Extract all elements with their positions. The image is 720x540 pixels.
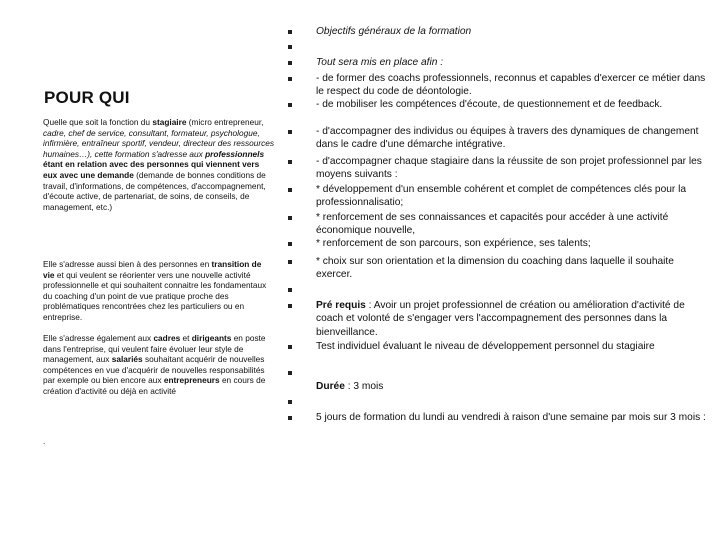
objective-item bbox=[316, 237, 711, 250]
text-run: : 3 mois bbox=[344, 381, 384, 392]
text-run: et qui veulent se réorienter vers une nouvelle activité professionnelle et qui souhaitent connaitre les fondamentaux du coaching d'un point de vue pratique proche des problématiques rencontrées chez les particuliers ou en entreprise. bbox=[43, 269, 267, 322]
bullet-icon bbox=[288, 61, 292, 65]
text-run: Durée bbox=[316, 381, 345, 392]
objective-item bbox=[316, 183, 711, 210]
objective-item bbox=[316, 125, 711, 152]
text-run: Objectifs généraux de la formation bbox=[316, 26, 472, 37]
text-run: * renforcement de ses connaissances et capacités pour accéder à une activité économique nouvelle, bbox=[316, 212, 669, 237]
bullet-icon bbox=[288, 77, 292, 81]
text-run: et bbox=[180, 333, 192, 343]
bullet-icon bbox=[288, 160, 292, 164]
text-run: (demande de bonnes conditions de travail, d'informations, de compétences, d'accompagnement, d'écoute active, de partenariat, de soins, de conseils, de management, etc.) bbox=[43, 169, 266, 212]
text-run: salariés bbox=[111, 354, 143, 365]
objective-item bbox=[316, 411, 711, 424]
objective-item bbox=[316, 211, 711, 238]
text-run: * renforcement de son parcours, son expérience, ses talents; bbox=[316, 238, 591, 249]
text-run: demande bbox=[97, 169, 134, 180]
audience-paragraph bbox=[43, 117, 275, 212]
bullet-icon bbox=[288, 216, 292, 220]
objective-item bbox=[316, 380, 711, 393]
objective-item bbox=[316, 340, 711, 353]
bullet-icon bbox=[288, 103, 292, 107]
bullet-icon bbox=[288, 345, 292, 349]
text-run: étant en relation avec des personnes qui viennent vers eux avec une bbox=[43, 159, 260, 180]
bullet-icon bbox=[288, 30, 292, 34]
bullet-icon bbox=[288, 45, 292, 49]
text-run: * choix sur son orientation et la dimension du coaching dans laquelle il souhaite exercer. bbox=[316, 256, 674, 281]
text-run: transition de vie bbox=[43, 259, 262, 280]
bullet-icon bbox=[288, 260, 292, 264]
text-run: entrepreneurs bbox=[163, 375, 220, 386]
text-run: - d'accompagner chaque stagiaire dans la réussite de son projet professionnel par les moyens suivants : bbox=[316, 156, 702, 181]
objective-item bbox=[316, 56, 711, 69]
bullet-icon bbox=[288, 416, 292, 420]
text-run: - de former des coachs professionnels, reconnus et capables d'exercer ce métier dans le respect du code de déontologie. bbox=[316, 73, 706, 98]
objective-item bbox=[316, 299, 711, 339]
text-run: Test individuel évaluant le niveau de développement personnel du stagiaire bbox=[316, 341, 655, 352]
text-run: - de mobiliser les compétences d'écoute, de questionnement et de feedback. bbox=[316, 99, 663, 110]
text-run: * développement d'un ensemble cohérent et complet de compétences clés pour la professionnalisatio; bbox=[316, 184, 687, 209]
text-run: : Avoir un projet professionnel de création ou amélioration d'activité de coach et volonté de s'engager vers l'accompagnement des personnes dans la bienveillance. bbox=[316, 300, 685, 338]
bullet-icon bbox=[288, 371, 292, 375]
text-run: souhaitant acquérir de nouvelles compétences en vue d'acquérir de nouvelles responsabilités par exemple ou bien encore aux bbox=[43, 354, 265, 386]
bullet-icon bbox=[288, 288, 292, 292]
bullet-icon bbox=[288, 304, 292, 308]
text-run: (micro entrepreneur, bbox=[186, 117, 264, 127]
objective-item bbox=[316, 98, 711, 111]
text-run: cadre, chef de service, consultant, formateur, psychologue, infirmière, entraîneur sportif, vendeur, directeur des ressources humaines…), cette formation s'adresse aux bbox=[43, 127, 275, 159]
objective-item bbox=[316, 25, 711, 38]
text-run: Tout sera mis en place afin : bbox=[316, 57, 444, 68]
text-run: dirigeants bbox=[191, 333, 232, 343]
text-run: professionnels bbox=[205, 148, 265, 159]
text-run: - d'accompagner des individus ou équipes à travers des dynamiques de changement dans le cadre d'une démarche intégrative. bbox=[316, 126, 699, 151]
text-run: Elle s'adresse aussi bien à des personnes en bbox=[43, 259, 212, 269]
text-run: en cours de création d'activité ou déjà en activité bbox=[43, 375, 266, 396]
bullet-icon bbox=[288, 242, 292, 246]
bullet-icon bbox=[288, 400, 292, 404]
text-run: Quelle que soit la fonction du bbox=[43, 117, 153, 127]
section-title: POUR QUI bbox=[44, 88, 130, 107]
trailing-dot: . bbox=[43, 436, 46, 446]
text-run: cadres bbox=[153, 333, 181, 343]
text-run: Pré requis bbox=[316, 300, 366, 311]
text-run: Elle s'adresse également aux bbox=[43, 333, 154, 343]
objective-item bbox=[316, 155, 711, 182]
executives-paragraph bbox=[43, 333, 275, 397]
transition-paragraph bbox=[43, 259, 275, 323]
objective-item bbox=[316, 255, 711, 282]
text-run: en poste dans l'entreprise, qui veulent faire évoluer leur style de management, aux bbox=[43, 333, 266, 365]
bullet-icon bbox=[288, 130, 292, 134]
text-run: stagiaire bbox=[152, 117, 187, 127]
bullet-icon bbox=[288, 188, 292, 192]
text-run: 5 jours de formation du lundi au vendredi à raison d'une semaine par mois sur 3 mois : bbox=[316, 412, 706, 423]
objective-item bbox=[316, 72, 711, 99]
